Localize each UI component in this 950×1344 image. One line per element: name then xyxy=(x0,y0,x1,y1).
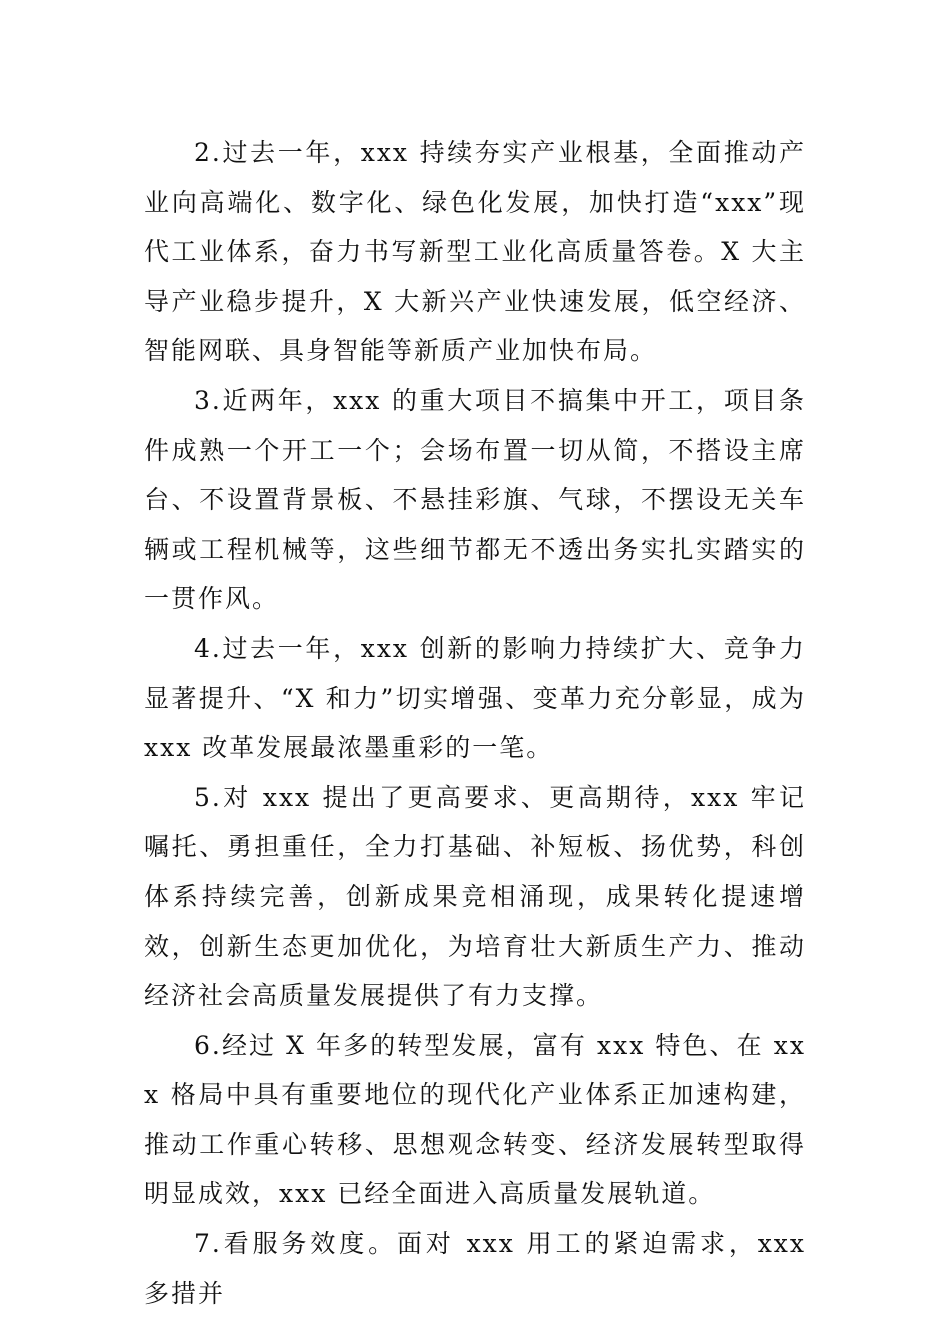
paragraph-4: 4.过去一年，xxx 创新的影响力持续扩大、竞争力显著提升、“X 和力”切实增强、变革力充分彰显，成为 xxx 改革发展最浓墨重彩的一笔。 xyxy=(144,633,806,763)
paragraph-2: 2.过去一年，xxx 持续夯实产业根基，全面推动产业向高端化、数字化、绿色化发展，加快打造“xxx”现代工业体系，奋力书写新型工业化高质量答卷。X 大主导产业稳步提升，X 大新兴产业快速发展，低空经济、智能网联、具身智能等新质产业加快布局。 xyxy=(144,138,806,366)
paragraph-5: 5.对 xxx 提出了更高要求、更高期待，xxx 牢记嘱托、勇担重任，全力打基础、补短板、扬优势，科创体系持续完善，创新成果竞相涌现，成果转化提速增效，创新生态更加优化，为培育壮大新质生产力、推动经济社会高质量发展提供了有力支撑。 xyxy=(144,782,806,1011)
document-body xyxy=(144,128,806,1318)
paragraph-7: 7.看服务效度。面对 xxx 用工的紧迫需求，xxx 多措并 xyxy=(144,1229,806,1308)
paragraph-6: 6.经过 X 年多的转型发展，富有 xxx 特色、在 xxx 格局中具有重要地位的现代化产业体系正加速构建，推动工作重心转移、思想观念转变、经济发展转型取得明显成效，xxx 已经全面进入高质量发展轨道。 xyxy=(144,1030,806,1209)
paragraph-3: 3.近两年，xxx 的重大项目不搞集中开工，项目条件成熟一个开工一个；会场布置一切从简，不搭设主席台、不设置背景板、不悬挂彩旗、气球，不摆设无关车辆或工程机械等，这些细节都无不透出务实扎实踏实的一贯作风。 xyxy=(144,385,806,614)
